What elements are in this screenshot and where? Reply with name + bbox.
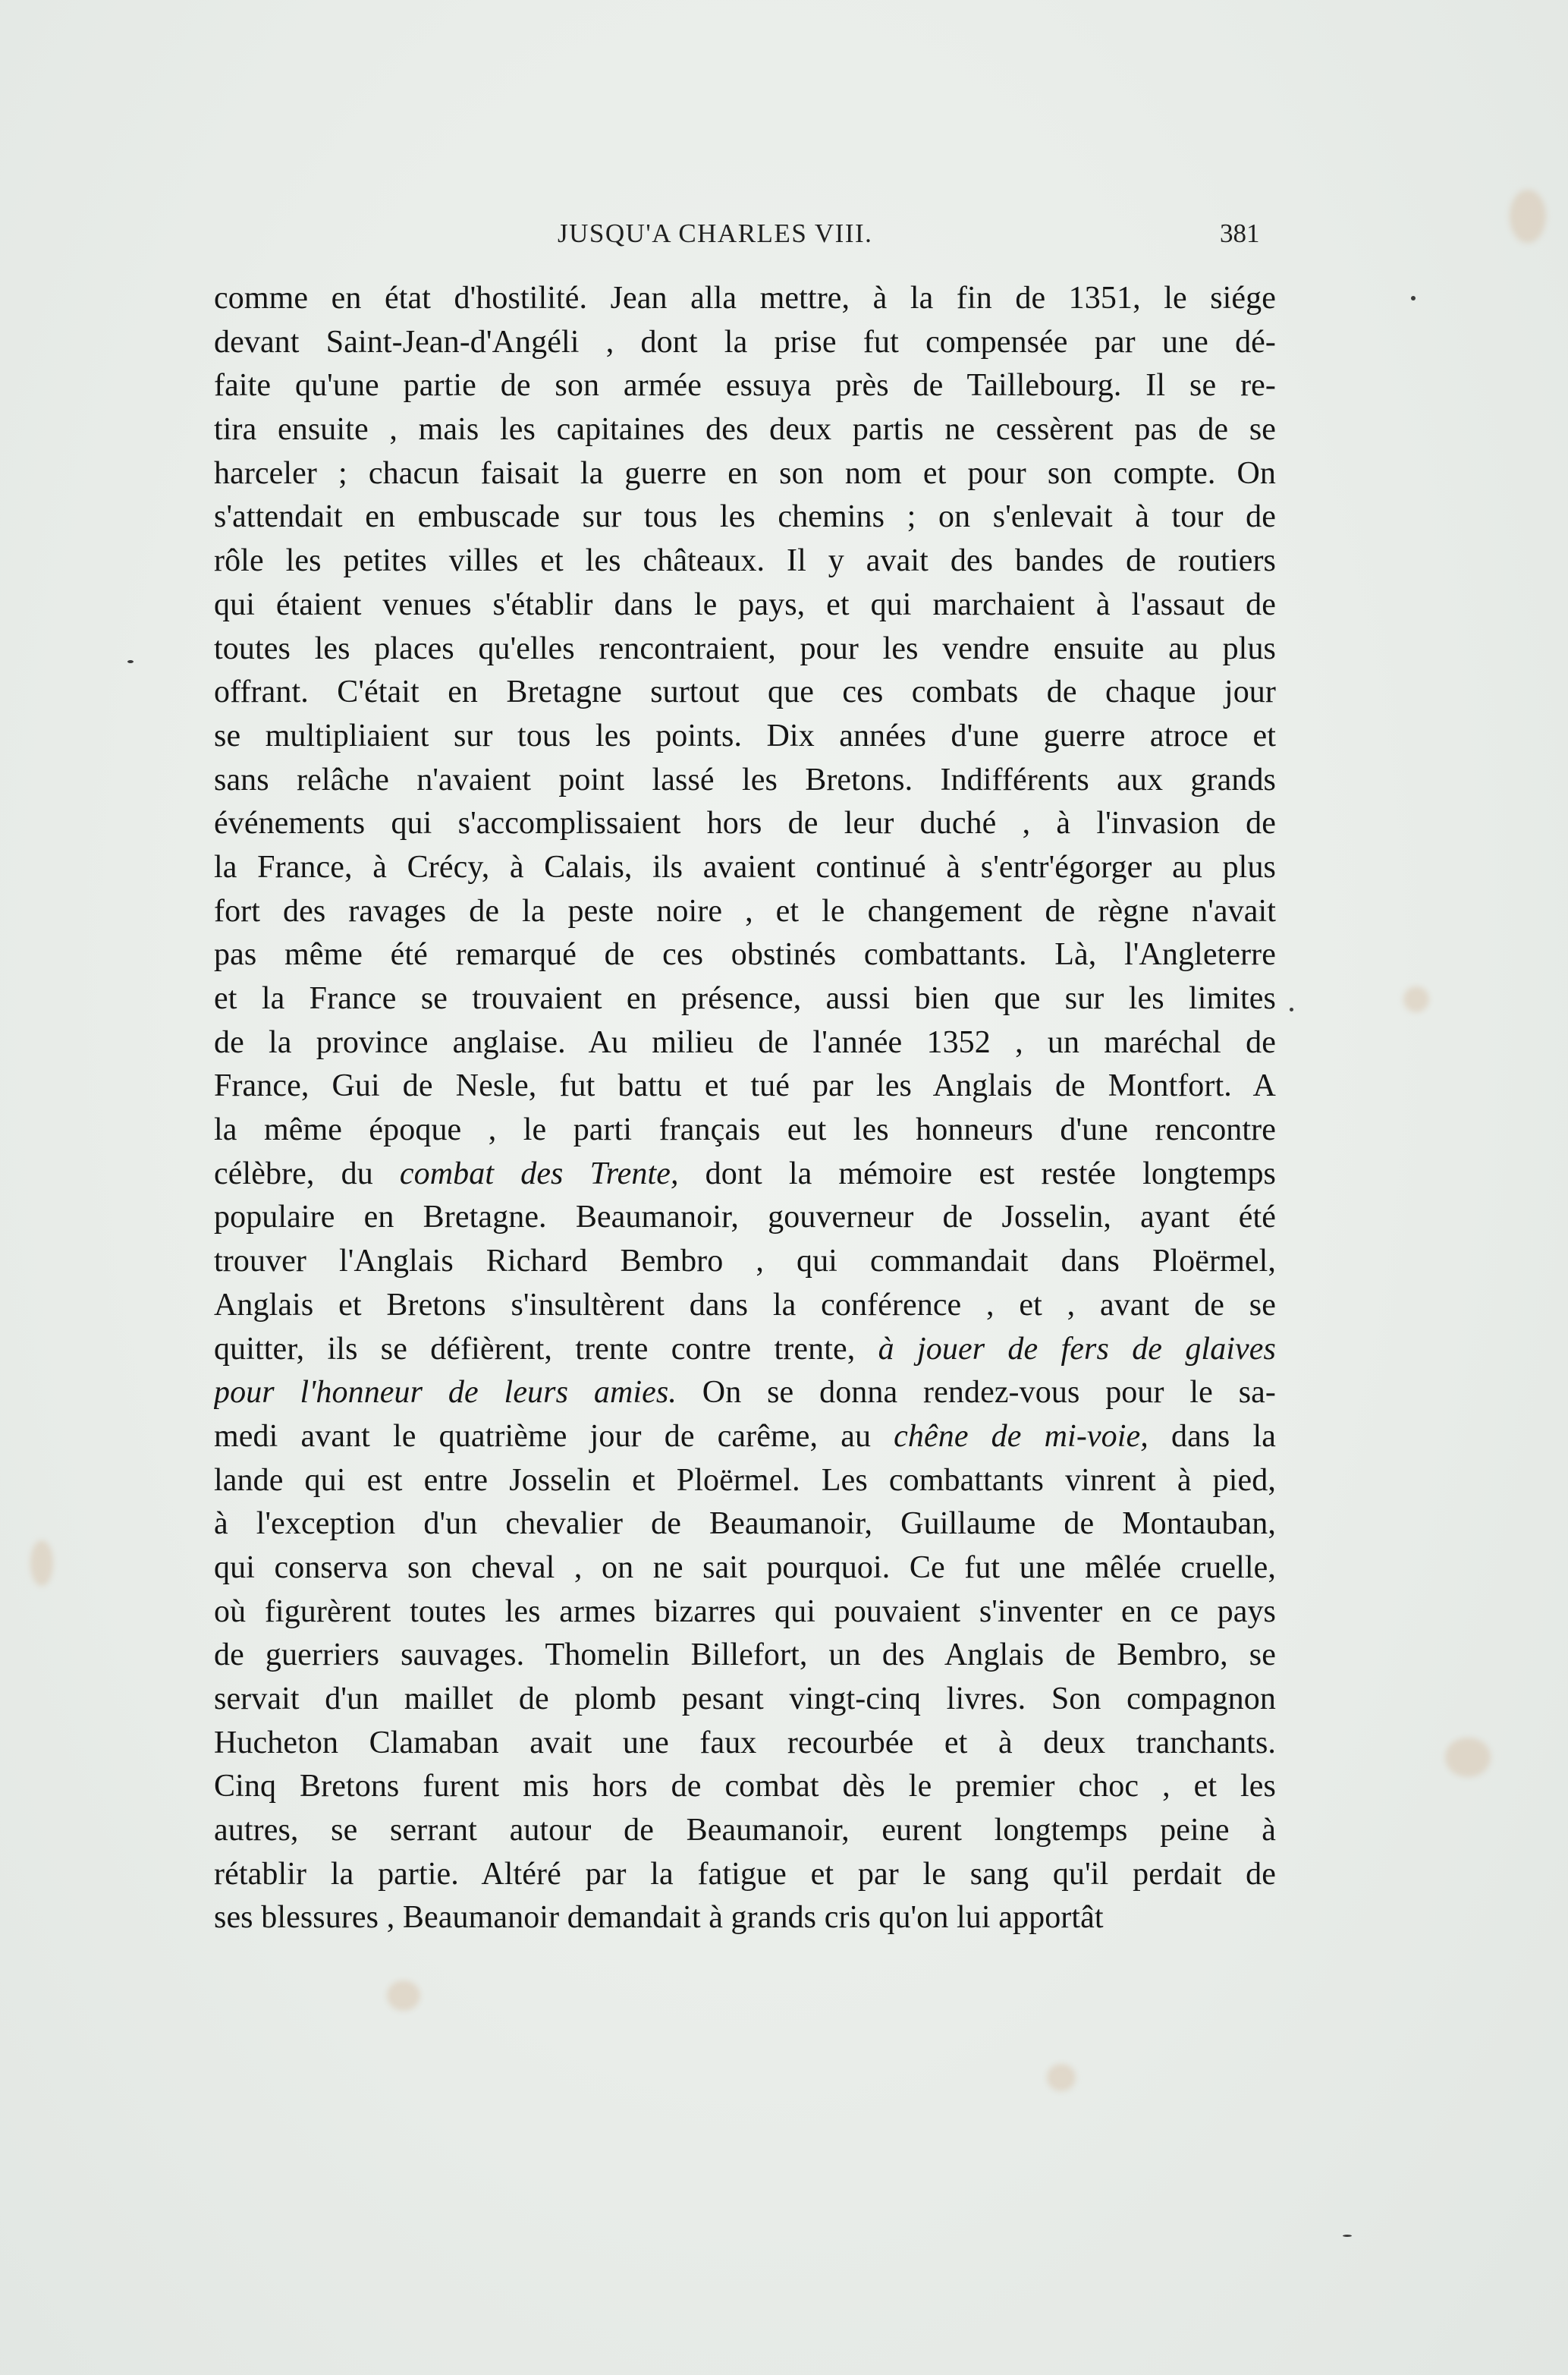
text-line — [214, 1765, 1276, 1809]
text-line — [214, 495, 1276, 539]
text-segment: événements qui s'accomplissaient hors de leur duché , à l'invasion de — [214, 806, 1276, 841]
italic-text: pour l'honneur de leurs amies. — [214, 1375, 677, 1411]
text-segment: la même époque , le parti français eut les honneurs d'une rencontre — [214, 1112, 1276, 1148]
text-line — [214, 1284, 1276, 1328]
text-segment: de la province anglaise. Au milieu de l'année 1352 , un maréchal de — [214, 1024, 1276, 1060]
text-segment: comme en état d'hostilité. Jean alla mettre, à la fin de 1351, le siége — [214, 281, 1276, 316]
text-line — [214, 1809, 1276, 1853]
text-line — [214, 1153, 1276, 1197]
text-segment: medi avant le quatrième jour de carême, au — [214, 1418, 894, 1454]
ink-fleck — [1411, 296, 1416, 300]
text-line — [214, 584, 1276, 628]
text-segment: célèbre, du — [214, 1156, 400, 1191]
text-segment: qui étaient venues s'établir dans le pays, et qui marchaient à l'assaut de — [214, 587, 1276, 622]
text-line — [214, 364, 1276, 408]
text-line — [214, 321, 1276, 365]
text-segment: lande qui est entre Josselin et Ploërmel. Les combattants vinrent à pied, — [214, 1462, 1276, 1498]
text-segment: qui conserva son cheval , on ne sait pourquoi. Ce fut une mêlée cruelle, — [214, 1549, 1276, 1585]
text-line — [214, 802, 1276, 846]
ink-fleck — [1290, 1008, 1293, 1011]
italic-text: combat des Trente, — [399, 1156, 679, 1191]
ink-fleck — [127, 660, 134, 663]
text-line — [214, 1590, 1276, 1634]
running-title: JUSQU'A CHARLES VIII. — [558, 219, 873, 248]
text-segment: On se donna rendez-vous pour le sa- — [676, 1375, 1276, 1411]
text-segment: quitter, ils se défièrent, trente contre trente, — [214, 1331, 878, 1367]
text-line — [214, 452, 1276, 496]
text-line — [214, 977, 1276, 1021]
text-segment: s'attendait en embuscade sur tous les chemins ; on s'enlevait à tour de — [214, 499, 1276, 535]
text-segment: autres, se serrant autour de Beaumanoir, eurent longtemps peine à — [214, 1813, 1276, 1848]
text-line — [214, 1502, 1276, 1546]
text-line — [214, 715, 1276, 759]
text-segment: harceler ; chacun faisait la guerre en son nom et pour son compte. On — [214, 455, 1276, 491]
text-line — [214, 628, 1276, 672]
text-segment: de guerriers sauvages. Thomelin Billefort, un des Anglais de Bembro, se — [214, 1637, 1276, 1673]
text-line — [214, 759, 1276, 803]
text-segment: offrant. C'était en Bretagne surtout que ces combats de chaque jour — [214, 675, 1276, 710]
text-segment: dont la mémoire est restée longtemps — [678, 1156, 1276, 1191]
text-line — [214, 1065, 1276, 1109]
text-segment: fort des ravages de la peste noire , et le changement de règne n'avait — [214, 893, 1276, 929]
text-line — [214, 1678, 1276, 1722]
text-line — [214, 1459, 1276, 1503]
text-segment: la France, à Crécy, à Calais, ils avaient continué à s'entr'égorger au plus — [214, 849, 1276, 885]
text-line — [214, 1546, 1276, 1590]
text-line — [214, 1240, 1276, 1284]
text-line — [214, 539, 1276, 584]
text-segment: se multipliaient sur tous les points. Dix années d'une guerre atroce et — [214, 718, 1276, 753]
foxing-spot — [1403, 986, 1429, 1012]
text-line — [214, 1722, 1276, 1766]
text-segment: faite qu'une partie de son armée essuya près de Taillebourg. Il se re- — [214, 368, 1276, 404]
text-segment: et la France se trouvaient en présence, aussi bien que sur les limites — [214, 981, 1276, 1016]
page-number: 381 — [1220, 219, 1260, 248]
text-line — [214, 1853, 1276, 1897]
text-segment: pas même été remarqué de ces obstinés combattants. Là, l'Angleterre — [214, 937, 1276, 973]
text-segment: tira ensuite , mais les capitaines des deux partis ne cessèrent pas de se — [214, 412, 1276, 448]
foxing-spot — [387, 1980, 420, 2011]
text-segment: à l'exception d'un chevalier de Beaumanoir, Guillaume de Montauban, — [214, 1506, 1276, 1542]
text-line — [214, 1196, 1276, 1240]
text-segment: dans la — [1148, 1418, 1276, 1454]
text-segment: Hucheton Clamaban avait une faux recourbée et à deux tranchants. — [214, 1725, 1276, 1760]
text-segment: trouver l'Anglais Richard Bembro , qui commandait dans Ploërmel, — [214, 1244, 1276, 1279]
text-line — [214, 1021, 1276, 1065]
running-header — [0, 212, 1568, 258]
text-segment: France, Gui de Nesle, fut battu et tué par les Anglais de Montfort. A — [214, 1068, 1276, 1104]
text-line — [214, 1415, 1276, 1459]
text-line — [214, 277, 1276, 321]
text-line — [214, 933, 1276, 977]
text-segment: toutes les places qu'elles rencontraient, pour les vendre ensuite au plus — [214, 631, 1276, 666]
text-line — [214, 408, 1276, 452]
italic-text: à jouer de fers de glaives — [878, 1331, 1276, 1367]
text-line — [214, 1328, 1276, 1372]
text-line — [214, 1371, 1276, 1415]
text-segment: servait d'un maillet de plomb pesant vingt-cinq livres. Son compagnon — [214, 1681, 1276, 1716]
text-segment: rôle les petites villes et les châteaux. Il y avait des bandes de routiers — [214, 543, 1276, 579]
text-segment: Anglais et Bretons s'insultèrent dans la conférence , et , avant de se — [214, 1287, 1276, 1323]
italic-text: chêne de mi-voie, — [894, 1418, 1149, 1454]
body-text — [214, 277, 1276, 1961]
text-line — [214, 1109, 1276, 1153]
text-segment: où figurèrent toutes les armes bizarres qui pouvaient s'inventer en ce pays — [214, 1593, 1276, 1629]
text-segment: devant Saint-Jean-d'Angéli , dont la prise fut compensée par une dé- — [214, 324, 1276, 360]
text-line — [214, 1896, 1276, 1940]
text-segment: sans relâche n'avaient point lassé les Bretons. Indifférents aux grands — [214, 762, 1276, 797]
text-line — [214, 890, 1276, 934]
ink-fleck — [1343, 2235, 1352, 2237]
foxing-spot — [1445, 1738, 1491, 1777]
text-segment: populaire en Bretagne. Beaumanoir, gouverneur de Josselin, ayant été — [214, 1200, 1276, 1235]
text-segment: Cinq Bretons furent mis hors de combat dès le premier choc , et les — [214, 1769, 1276, 1804]
text-segment: ses blessures , Beaumanoir demandait à grands cris qu'on lui apportât — [214, 1900, 1104, 1936]
text-line — [214, 1634, 1276, 1678]
foxing-spot — [1047, 2064, 1076, 2091]
text-segment: rétablir la partie. Altéré par la fatigue et par le sang qu'il perdait de — [214, 1856, 1276, 1892]
foxing-spot — [30, 1540, 53, 1586]
text-line — [214, 846, 1276, 890]
text-line — [214, 671, 1276, 715]
